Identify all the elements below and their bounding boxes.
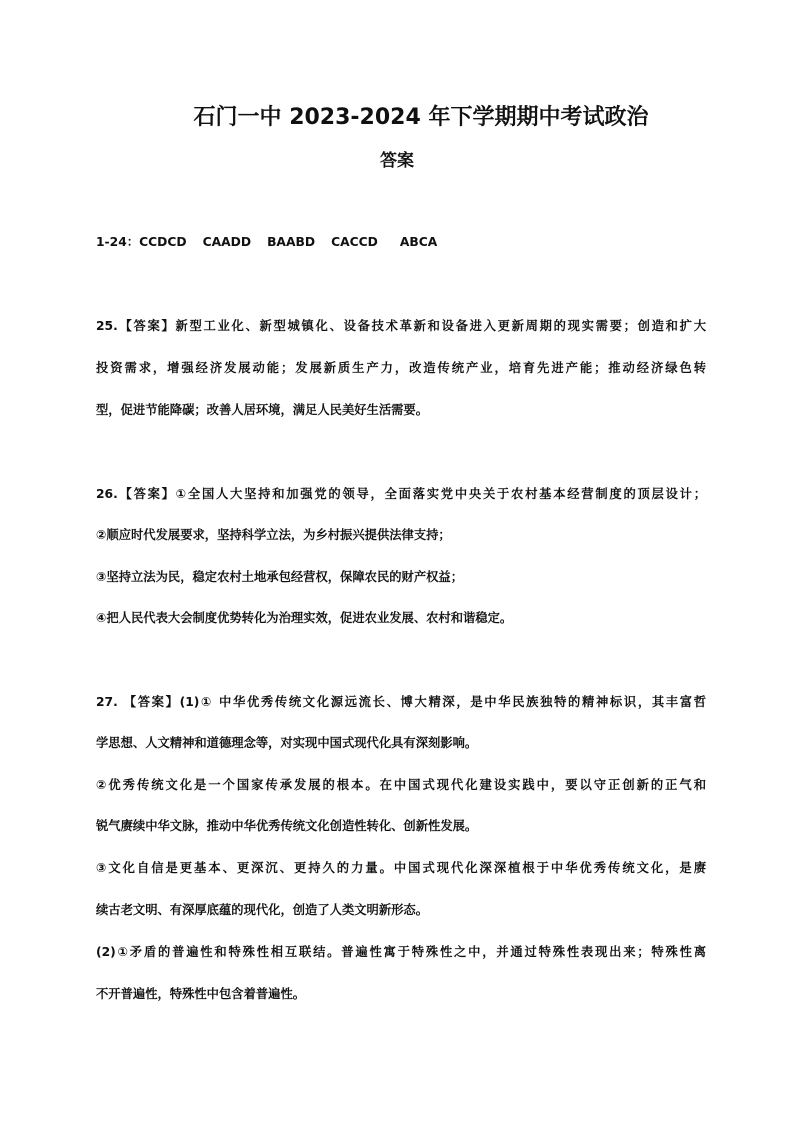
choice-answers xyxy=(96,234,706,250)
q27-line: 不开普遍性，特殊性中包含着普遍性。 xyxy=(96,987,306,1001)
q27-line: 锐气赓续中华文脉，推动中华优秀传统文化创造性转化、创新性发展。 xyxy=(96,819,478,833)
q26-line: ②顺应时代发展要求，坚持科学立法，为乡村振兴提供法律支持； xyxy=(96,528,451,542)
q27-line: 学思想、人文精神和道德理念等，对实现中国式现代化具有深刻影响。 xyxy=(96,736,478,750)
q27-line: 续古老文明、有深厚底蕴的现代化，创造了人类文明新形态。 xyxy=(96,903,429,917)
choice-answers-label: 1-24： xyxy=(96,235,140,249)
q25-line: 型，促进节能降碳；改善人居环境，满足人民美好生活需要。 xyxy=(96,403,429,417)
q25-line: 25.【答案】新型工业化、新型城镇化、设备技术革新和设备进入更新周期的现实需要；创造和扩大 xyxy=(96,319,706,333)
answer-group: CACCD xyxy=(331,235,378,249)
q25-line: 投资需求，增强经济发展动能；发展新质生产力，改造传统产业，培育先进产能；推动经济绿色转 xyxy=(96,361,706,375)
document-title: 石门一中 2023-2024 年下学期期中考试政治 xyxy=(193,105,649,130)
document-subtitle: 答案 xyxy=(380,151,414,171)
q26-line: ③坚持立法为民，稳定农村土地承包经营权，保障农民的财产权益； xyxy=(96,570,464,584)
answer-group: CAADD xyxy=(202,235,252,249)
answer-group: ABCA xyxy=(399,235,438,249)
q27-line: ③文化自信是更基本、更深沉、更持久的力量。中国式现代化深深植根于中华优秀传统文化，是赓 xyxy=(96,861,706,875)
q26-line: ④把人民代表大会制度优势转化为治理实效，促进农业发展、农村和谐稳定。 xyxy=(96,611,513,625)
q27-line: (2)①矛盾的普遍性和特殊性相互联结。普遍性寓于特殊性之中，并通过特殊性表现出来；特殊性离 xyxy=(96,945,706,959)
q27-line: ②优秀传统文化是一个国家传承发展的根本。在中国式现代化建设实践中，要以守正创新的正气和 xyxy=(96,778,706,792)
q26-line: 26.【答案】①全国人大坚持和加强党的领导，全面落实党中央关于农村基本经营制度的顶层设计； xyxy=(96,487,706,501)
q27-line: 27. 【答案】(1)① 中华优秀传统文化源远流长、博大精深，是中华民族独特的精神标识，其丰富哲 xyxy=(96,695,706,709)
answer-group: BAABD xyxy=(267,235,316,249)
answer-group: CCDCD xyxy=(139,235,187,249)
